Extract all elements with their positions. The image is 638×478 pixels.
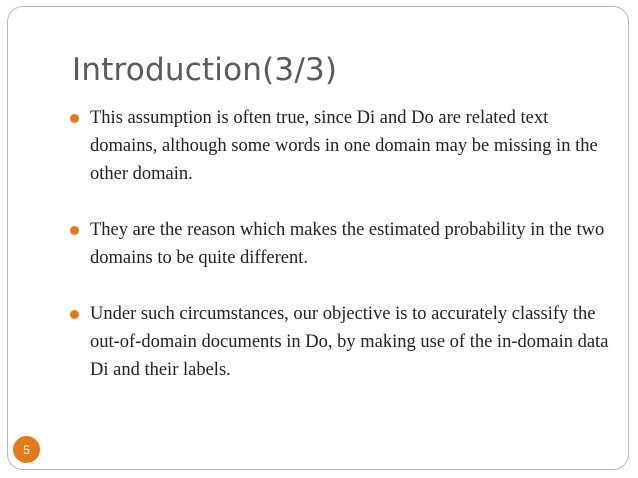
bullet-text: This assumption is often true, since Di and Do are related text domains, although some words in one domain may be missing in the other domain. bbox=[90, 108, 598, 184]
bullet-item bbox=[70, 216, 610, 272]
bullet-item bbox=[70, 104, 610, 188]
bullet-dot-icon bbox=[70, 114, 79, 123]
bullet-dot-icon bbox=[70, 226, 79, 235]
bullet-item bbox=[70, 300, 610, 384]
page-number: 5 bbox=[23, 442, 30, 457]
slide-title: Introduction(3/3) bbox=[72, 52, 338, 88]
bullet-list bbox=[70, 104, 610, 384]
bullet-dot-icon bbox=[70, 310, 79, 319]
page-number-badge bbox=[13, 436, 40, 463]
bullet-text: They are the reason which makes the estimated probability in the two domains to be quite different. bbox=[90, 220, 605, 268]
bullet-text: Under such circumstances, our objective is to accurately classify the out-of-domain documents in Do, by making use of the in-domain data Di and their labels. bbox=[90, 304, 609, 380]
